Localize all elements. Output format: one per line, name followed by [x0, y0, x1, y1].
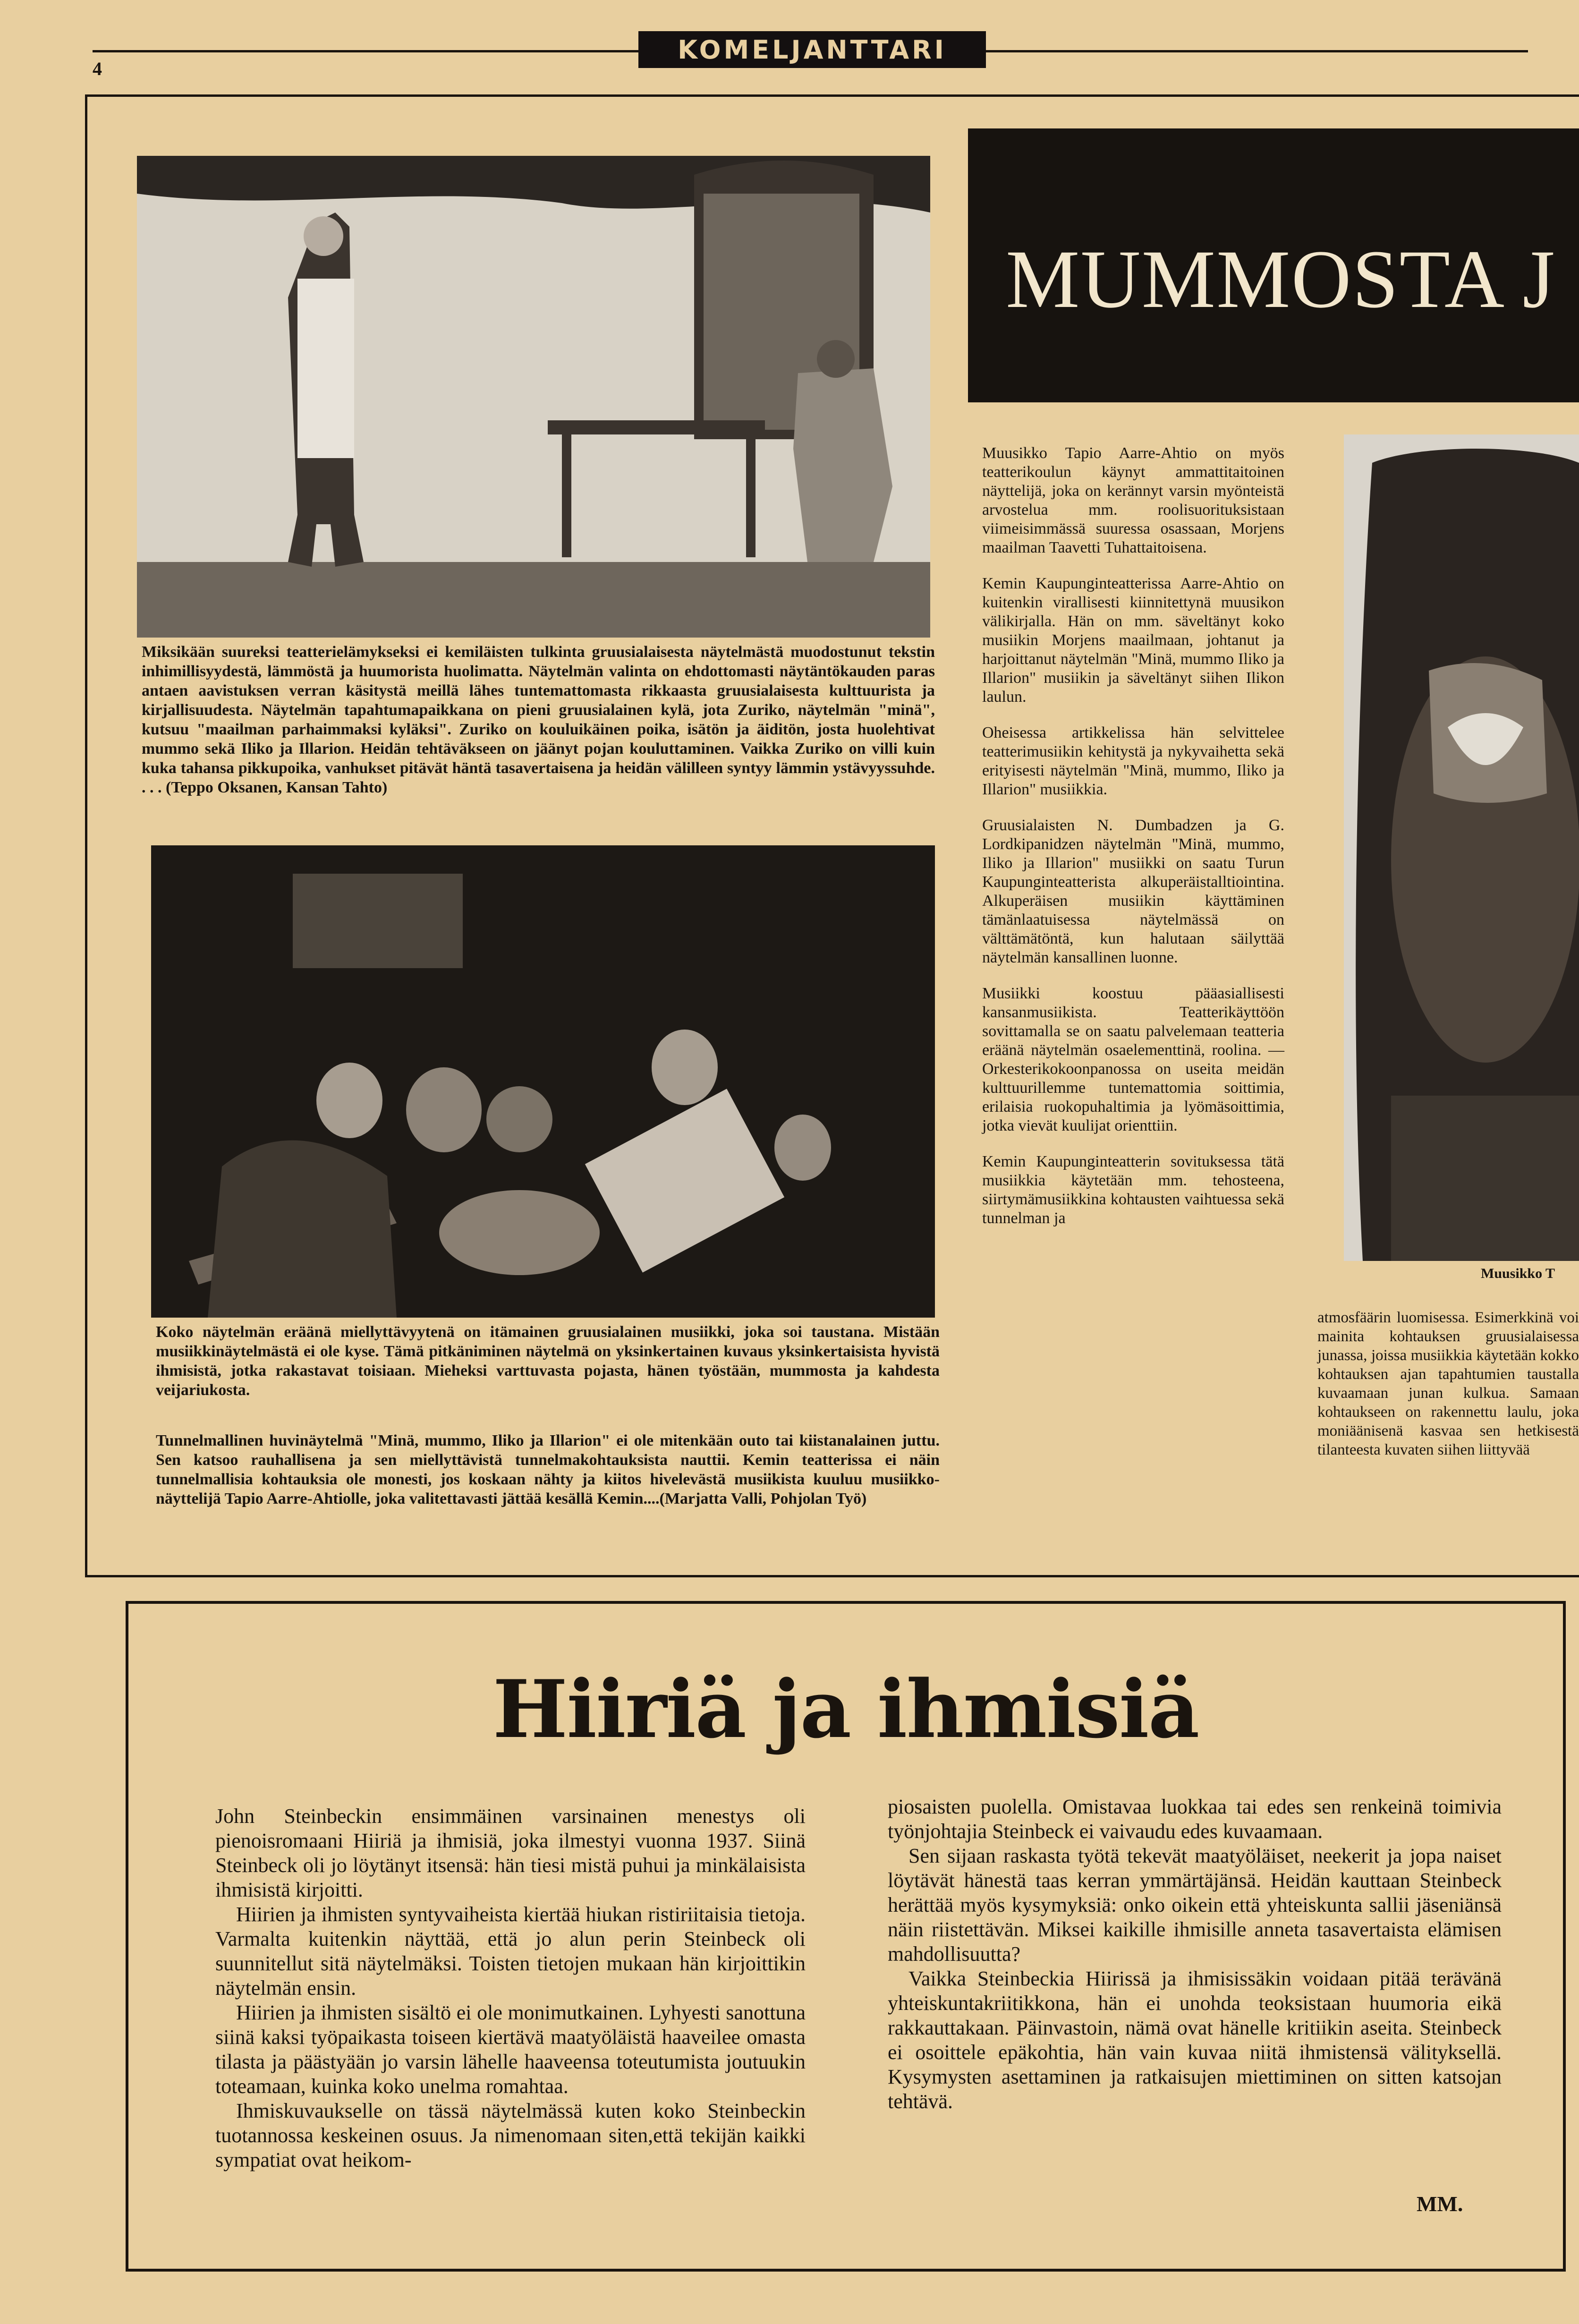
- article-signature: MM.: [1417, 2192, 1463, 2216]
- article-paragraph: Sen sijaan raskasta työtä tekevät maatyöläiset, neekerit ja jopa naiset löytävät hänestä taas kerran ymmärtäjänsä. Heidän kauttaan Steinbeck herättää myös kysymyksiä: onko oikein että yhteiskunta sallii jäseniänsä näin riistettävän. Miksei kaikille ihmisille anneta tasavertaista elämisen mahdollisuutta?: [888, 1844, 1502, 1966]
- feature-paragraph: Musiikki koostuu pääasiallisesti kansanmusiikista. Teatterikäyttöön sovittamalla se on saatu palvelemaan teatteria eräänä näytelmän osaelementtinä, roolina. — Orkesterikokoonpanossa on useita meidän kulttuurillemme tuntemattomia soittimia, erilaisia ruokopuhaltimia ja lyömäsoittimia, jotka vievät kuulijat orienttiin.: [982, 985, 1284, 1134]
- photo-2-caption-1: Koko näytelmän eräänä miellyttävyytenä on itämainen gruusialainen musiikki, joka soi taustana. Mistään musiikkinäytelmästä ei ole kyse. Tämä pitkäniminen näytelmä on yksinkertainen kuvaus yksinkertaisista hyvistä ihmisistä, jotka rakastavat toisiaan. Mieheksi varttuvasta pojasta, hänen työstään, mummosta ja kahdesta veijariukosta.: [156, 1323, 940, 1399]
- photo-2-caption-2: Tunnelmallinen huvinäytelmä "Minä, mummo, Iliko ja Illarion" ei ole mitenkään outo tai kiistanalainen juttu. Sen katsoo rauhallisena ja sen miellyttävistä tunnelmakohtauksista nauttii. Kemin teatterissa ei näin tunnelmallisia kohtauksia ole monesti, jos koskaan nähty ja kiitos hivelevästä musiikista kuuluu musiikko-näyttelijä Tapio Aarre-Ahtiolle, joka valitettavasti jättää kesällä Kemin....(Marjatta Valli, Pohjolan Työ): [156, 1432, 940, 1507]
- musician-photo: [1344, 434, 1579, 1261]
- article-paragraph: piosaisten puolella. Omistavaa luokkaa tai edes sen renkeinä toimivia työnjohtajia Steinbeck ei vaivaudu edes kuvaamaan.: [888, 1795, 1502, 1843]
- page-number: 4: [93, 58, 102, 79]
- article-paragraph: John Steinbeckin ensimmäinen varsinainen menestys oli pienoisromaani Hiiriä ja ihmisiä, joka ilmestyi vuonna 1937. Siinä Steinbeck oli jo löytänyt itsensä: hän tiesi mistä puhui ja minkälaisista ihmisistä kirjoitti.: [215, 1805, 806, 1901]
- masthead: KOMELJANTTARI: [638, 31, 986, 68]
- article-right-column: [888, 1795, 1502, 2114]
- feature-column: [982, 444, 1284, 1245]
- feature-paragraph: Muusikko Tapio Aarre-Ahtio on myös teatterikoulun käynyt ammattitaitoinen näyttelijä, joka on kerännyt varsin myönteistä arvostelua mm. roolisuorituksistaan viimeisimmässä suuressa osassaan, Morjens maailman Taavetti Tuhattaitoisena.: [982, 444, 1284, 556]
- feature-paragraph: Kemin Kaupunginteatterissa Aarre-Ahtio on kuitenkin virallisesti kiinnitettynä muusikon välikirjalla. Hän on mm. säveltänyt koko musiikin Morjens maailmaan, johtanut ja harjoittanut näytelmän "Minä, mummo Iliko ja Illarion" musiikin ja säveltänyt siihen Ilikon laulun.: [982, 575, 1284, 706]
- article-paragraph: Ihmiskuvaukselle on tässä näytelmässä kuten koko Steinbeckin tuotannossa keskeinen osuus. Ja nimenomaan siten,että tekijän kaikki sympatiat ovat heikom-: [215, 2099, 806, 2171]
- feature-title-text: MUMMOSTA J: [1006, 233, 1556, 325]
- article-title: Hiiriä ja ihmisiä: [492, 1662, 1199, 1756]
- article-paragraph: Hiirien ja ihmisten sisältö ei ole monimutkainen. Lyhyesti sanottuna siinä kaksi työpaikasta toiseen kiertävä maatyöläistä haaveilee omasta tilasta ja päästyään jo varsin lähelle haaveensa toteutumista joutuukin toteamaan, kuinka koko unelma romahtaa.: [215, 2001, 806, 2098]
- article-left-column: [215, 1804, 806, 2172]
- theatre-photo-2: [151, 845, 935, 1318]
- article-paragraph: Hiirien ja ihmisten syntyvaiheista kiertää hiukan ristiriitaisia tietoja. Varmalta kuitenkin näyttää, että jo alun perin Steinbeck oli suunnitellut sitä näytelmäksi. Toisten tietojen mukaan hän kirjoittikin näytelmän ensin.: [215, 1903, 806, 2000]
- feature-paragraph: Oheisessa artikkelissa hän selvittelee teatterimusiikin kehitystä ja nykyvaihetta sekä erityisesti näytelmän "Minä, mummo, Iliko ja Illarion" musiikkia.: [982, 724, 1284, 798]
- feature-title: [968, 128, 1579, 402]
- photo-1-caption: Miksikään suureksi teatterielämykseksi ei kemiläisten tulkinta gruusialaisesta näytelmästä muodostunut tekstin inhimillisyydestä, lämmöstä ja huumorista huolimatta. Näytelmän valinta on ehdottomasti näytäntökauden paras antaen aavistuksen verran käsitystä meillä lähes tuntemattomasta rikkaasta gruusialaisesta kulttuurista ja kirjallisuudesta. Näytelmän tapahtumapaikkana on pieni gruusialainen kylä, jota Zuriko, näytelmän "minä", kutsuu "maailman parhaimmaksi kyläksi". Zuriko on kouluikäinen poika, isätön ja äiditön, josta huolehtivat mummo sekä Iliko ja Illarion. Heidän tehtäväkseen on jäänyt pojan kouluttaminen. Vaikka Zuriko on villi kuin kuka tahansa pikkupoika, vanhukset pitävät häntä tasavertaisena ja heidän välilleen syntyy lämmin ystävyyssuhde. . . . (Teppo Oksanen, Kansan Tahto): [142, 643, 935, 796]
- feature-paragraph: Gruusialaisten N. Dumbadzen ja G. Lordkipanidzen näytelmän "Minä, mummo, Iliko ja Illarion" musiikki on saatu Turun Kaupunginteatterista alkuperäistalltiointina. Alkuperäisen musiikin käyttäminen tämänlaatuisessa näytelmässä on välttämätöntä, kun halutaan säilyttää näytelmän kansallinen luonne.: [982, 817, 1284, 966]
- feature-paragraph: Kemin Kaupunginteatterin sovituksessa tätä musiikkia käytetään mm. tehosteena, siirtymämusiikkina kohtausten vaihtuessa sekä tunnelman ja: [982, 1153, 1284, 1227]
- article-paragraph: Vaikka Steinbeckia Hiirissä ja ihmisissäkin voidaan pitää terävänä yhteiskuntakriitikkona, hän ei unohda teoksistaan huumoria eikä rakkauttakaan. Päinvastoin, nämä ovat hänelle kritiikin aseita. Steinbeck ei osoittele epäkohtia, hän vain kuvaa niitä ihmistensä välityksellä. Kysymysten asettaminen ja ratkaisujen miettiminen on sitten katsojan tehtävä.: [888, 1967, 1502, 2113]
- musician-photo-caption: Muusikko T: [1481, 1266, 1555, 1281]
- theatre-photo-1: [137, 156, 930, 638]
- feature-right-column: atmosfäärin luomisessa. Esimerkkinä voi mainita kohtauksen gruusialaisessa junassa, joissa musiikkia käytetään kokko kohtauksen ajan tapahtumien taustalla kuvaamaan junan kulkua. Samaan kohtaukseen on rakennettu laulu, joka moniäänisenä kasvaa sen hetkisestä tilanteesta kuvaten siihen liittyvää: [1317, 1309, 1579, 1458]
